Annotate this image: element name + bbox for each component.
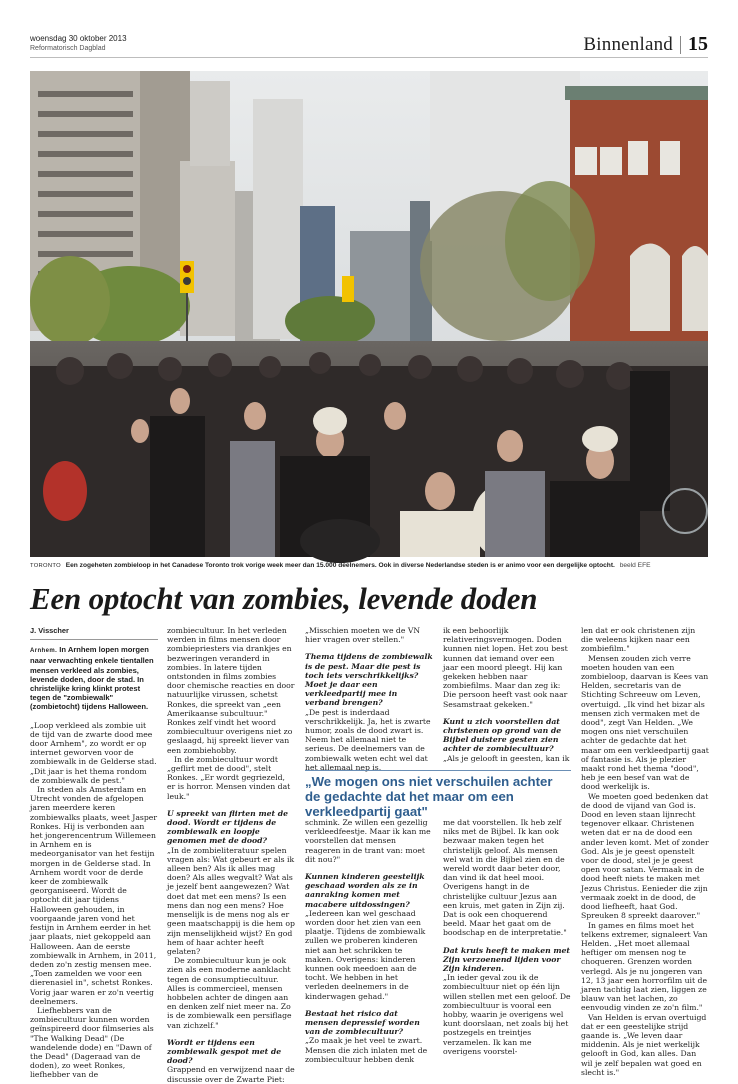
photo-caption [30, 561, 708, 571]
paragraph: Liefhebbers van de zombiecultuur kunnen worden geïnspireerd door filmseries als "The Walking Dead" (De wandelende dode) en "Dawn of the Dead" (Dageraad van de doden), zo weet Ronkes, liefhebber van de [30, 1005, 154, 1080]
issue-date: woensdag 30 oktober 2013 [30, 34, 127, 43]
header-rule [30, 57, 708, 58]
paragraph: ik een behoorlijk relativeringsvermogen. Doden kunnen niet lopen. Het zou best kunnen dat iemand over een jaar een moord pleegt. Hij kan gekeken hebben naar zombiefilms. Maar dan zeg ik: Die persoon heeft vast ook naar Sesamstraat gekeken." [443, 626, 568, 709]
page-number: 15 [688, 33, 708, 55]
interview-question: Dat kruis heeft te maken met Zijn verzoenend lijden voor Zijn kinderen. [443, 945, 570, 974]
lead-text: In Arnhem lopen morgen naar verwachting enkele tientallen mensen verkleed als zombies, levende doden, door de stad. In christelijke kring klinkt protest tegen de "zombiewalk" (zombietocht) tijdens Halloween. [30, 645, 154, 712]
byline: J. Visscher [30, 626, 158, 640]
article-column-4-bottom [443, 818, 571, 1056]
pull-quote-text: „We mogen ons niet verschuilen achter de gedachte dat het maar om een verkleedpartij gaat" [305, 774, 553, 820]
paragraph: „Iedereen kan wel geschaad worden door het zien van een plaatje. Tijdens de zombiewalk zullen we proberen kinderen niet aan het schrikken te maken. Overigens: kinderen kunnen ook meedoen aan de tocht. We hebben in het verleden deelnemers in de kinderwagen gehad." [305, 908, 426, 1001]
paragraph: In steden als Amsterdam en Utrecht vonden de afgelopen jaren meerdere keren zombiewalks plaats, weet Jasper Ronkes. Hij is verbonden aan het jongerencentrum Willemeen in Arnhem en is medeorganisator van het festijn morgen in de Gelderse stad. In Arnhem wordt voor de derde keer de zombiewalk georganiseerd. Wordt de optocht dit jaar tijdens Halloween gehouden, in voorgaande jaren vond het festijn in Arnhem eerder in het jaar plaats, niet gekoppeld aan Halloween. Aan de eerste zombiewalk in Arnhem, in 2011, deden zo'n zestig mensen mee. „Toen zamelden we voor een dierenasiel in", schetst Ronkes. Vorig jaar waren er zo'n veertig deelnemers. [30, 785, 158, 1006]
article-column-5 [581, 626, 709, 1077]
caption-text: Een zogeheten zombieloop in het Canadese Toronto trok vorige week meer dan 15.000 deelnemers. Ook in diverse Nederlandse steden is er animo voor een dergelijke optocht. [65, 562, 615, 569]
interview-question: Kunnen kinderen geestelijk geschaad worden als ze in aanraking komen met macabere uitdossingen? [305, 872, 425, 909]
interview-question: Bestaat het risico dat mensen depressief worden van de zombiecultuur? [305, 1008, 420, 1037]
article-headline: Een optocht van zombies, levende doden [30, 581, 538, 616]
paragraph: zombiecultuur. In het verleden werden in films mensen door zombiepriesters via drankjes en bezweringen veranderd in zombies. In latere tijden ontstonden in films zombies door chemische reacties en door natuurlijke virussen, schetst Ronkes, die spreekt van „een Amerikaanse subcultuur." Ronkes zelf vindt het woord zombiecultuur overigens niet zo geslaagd, hij spreekt liever van een zombiehobby. [167, 626, 295, 755]
paragraph: „In de zombieliteratuur spelen vragen als: Wat gebeurt er als ik alleen ben? Als ik alles mag doen? Als alles wegvalt? Wat als je jezelf bent aangewezen? Wat doet dat met een mens? Is een mens dan nog een mens? Hoe menselijk is de mens nog als er geen maatschappij is die hem op zijn menselijkheid wijst? En god hem of haar achter heeft gelaten? [167, 845, 295, 956]
pull-quote [305, 770, 571, 820]
caption-place: TORONTO [30, 563, 61, 569]
paragraph: „Loop verkleed als zombie uit de tijd van de zwarte dood mee door Arnhem", zo wordt er op internet geworven voor de zombiewalk in de Gelderse stad. „Dit jaar is het thema rondom de zombiewalk de pest." [30, 720, 157, 785]
paragraph: len dat er ook christenen zijn die weleens kijken naar een zombiefilm." [581, 626, 696, 654]
paragraph: „De pest is inderdaad verschrikkelijk. Ja, het is zwarte humor, zoals de dood zwart is. Neem het allemaal niet te serieus. De deelnemers van de zombiewalk weten echt wel dat het allemaal nep is, [305, 707, 431, 772]
crowd [30, 352, 708, 563]
paragraph: In games en films moet het telkens extremer, signaleert Van Helden. „Het moet allemaal heftiger om mensen nog te choqueren. Grenzen worden verlegd. Als je nu jongeren van 12, 13 jaar een horrorfilm uit de jaren tachtig laat zien, liggen ze blauw van het lachen, zo eenvoudig vinden ze zo'n film." [581, 920, 708, 1013]
article-lead [30, 645, 158, 711]
paragraph: „Zo maak je het veel te zwart. Mensen die zich inlaten met de zombiecultuur hebben denk [305, 1036, 428, 1064]
interview-question: Kunt u zich voorstellen dat christenen op grond van de Bijbel duistere gesten zien achter de zombiecultuur? [443, 716, 562, 754]
masthead-right [583, 33, 708, 56]
paragraph: We moeten goed bedenken dat de dood de vijand van God is. Dood en leven staan lijnrecht tegenover elkaar. Christenen weten dat er na de dood een ander leven komt. Met of zonder God. Als je je geest openstelt voor de dood, stel je je geest open voor satan. Vermaak in de dood heeft niets te maken met Jezus Christus. Eenieder die zijn vermaak zoekt in de dood, de dood liefheeft, haat God. Spreuken 8 spreekt daarover." [581, 791, 709, 921]
lead-dateline: Arnhem. [30, 648, 58, 655]
paper-name: Reformatorisch Dagblad [30, 45, 106, 52]
zombie-walk-illustration [30, 71, 708, 557]
paragraph: Mensen zouden zich verre moeten houden van een zombieloop, daarvan is Kees van Helden, secretaris van de Stichting Schreeuw om Leven, overtuigd. „Ik vind het bizar als mensen zich vermaken met de dood", zegt Van Helden. „We mogen ons niet verschuilen achter de gedachte dat het maar om een verkleedpartij gaat of fantasie is. Als je plezier maakt rond het thema "dood", heb je een besef van wat de dood werkelijk is. [581, 653, 709, 792]
interview-question: Wordt er tijdens een zombiewalk gespot met de dood? [167, 1037, 282, 1066]
article-column-3-top [305, 626, 433, 772]
paragraph: „Misschien moeten we de VN hier vragen over stellen." [305, 626, 421, 645]
paragraph: Van Helden is ervan overtuigd dat er een geestelijke strijd gaande is. „We leven daar middenin. Als je niet werkelijk gelooft in God, kan alles. Dan wil je zelf bepalen wat goed en slecht is." [581, 1012, 707, 1077]
article-column-4-top [443, 626, 571, 766]
interview-question: Thema tijdens de zombiewalk is de pest. Maar die pest is toch iets verschrikkelijks? Moet je daar een verkleedpartij mee in verband brengen? [305, 652, 433, 708]
paragraph: me dat voorstellen. Ik heb zelf niks met de Bijbel. Ik kan ook bezwaar maken tegen het christelijk geloof. Als mensen wel wat in die Bijbel zien en de wereld wordt daar beter door, dan vind ik dat heel mooi. Overigens hangt in de christelijke cultuur Jezus aan een kruis, met gaten in Zijn zij. Dat is ook een choquerend beeld. Maar het gaat om de boodschap en de interpretatie." [443, 818, 567, 938]
masthead-left [30, 34, 330, 53]
page-separator [680, 36, 681, 54]
interview-question: U spreekt van flirten met de dood. Wordt er tijdens de zombiewalk en loopje genomen met de dood? [167, 808, 288, 846]
section-name: Binnenland [583, 33, 673, 55]
paragraph: schmink. Ze willen een gezellig verkleedfeestje. Maar ik kan me voorstellen dat mensen reageren in de trant van: moet dit nou?" [305, 818, 431, 864]
paragraph: In de zombiecultuur wordt „geflirt met de dood", stelt Ronkes. „Er wordt gegriezeld, er is horror. Mensen vinden dat leuk." [167, 754, 291, 801]
article-column-2 [167, 626, 295, 1084]
article-column-3-bottom [305, 818, 433, 1064]
photo-credit: beeld EFE [619, 562, 651, 569]
article-column-1 [30, 626, 158, 1080]
paragraph: „Als je gelooft in geesten, kan ik [443, 753, 570, 763]
paragraph: Grappend en verwijzend naar de discussie over de Zwarte Piet: [167, 1065, 295, 1084]
news-photo [30, 71, 708, 557]
paragraph: De zombiecultuur kun je ook zien als een moderne aanklacht tegen de consumptiecultuur. Alles is commercieel, mensen hobbelen achter de dingen aan en denken zelf niet meer na. Zo is de zombiewalk een persiflage van zichzelf." [167, 956, 292, 1030]
paragraph: „In ieder geval zou ik de zombiecultuur niet op één lijn willen stellen met een geloof. De zombiecultuur is vooral een hobby, waarin je overigens wel kunt doorslaan, net zoals bij het postzegels en treintjes verzamelen. Ik kan me overigens voorstel- [443, 973, 571, 1056]
